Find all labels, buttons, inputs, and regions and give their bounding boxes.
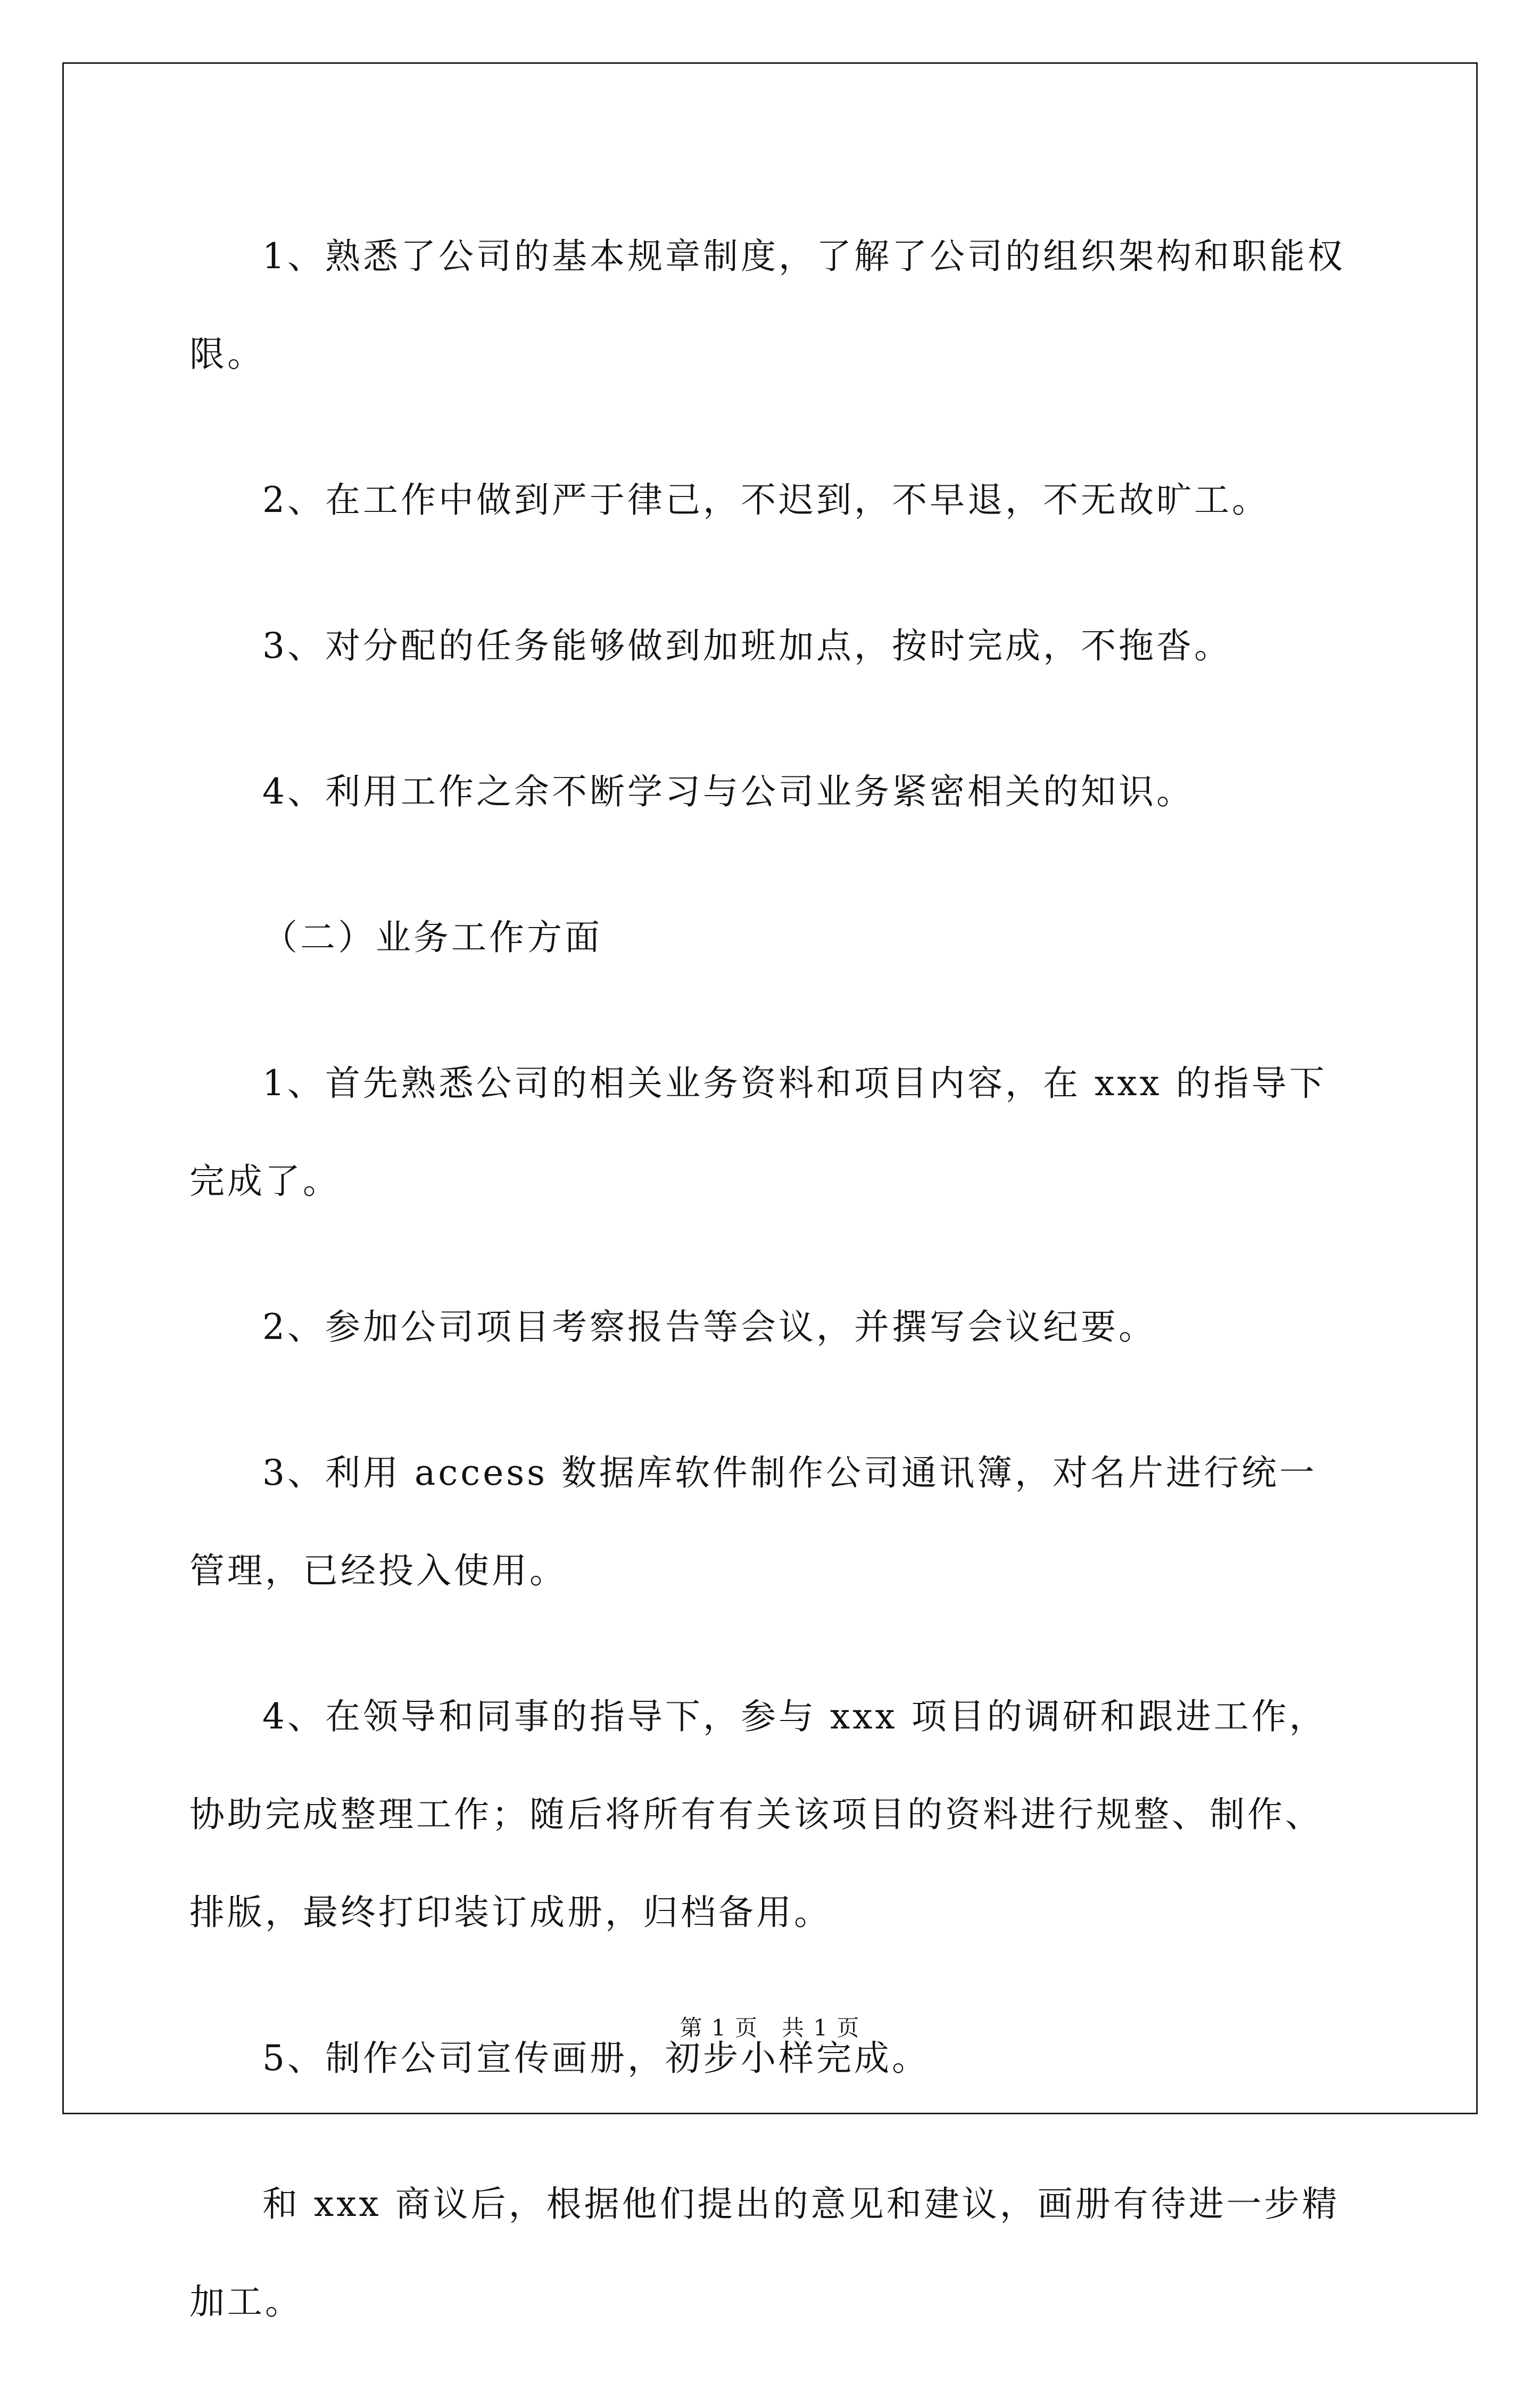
paragraph-10: 和 xxx 商议后，根据他们提出的意见和建议，画册有待进一步精加工。: [189, 2183, 1340, 2322]
paragraph-9: 5、制作公司宣传画册，初步小样完成。: [262, 2038, 930, 2079]
paragraph-1: 1、熟悉了公司的基本规章制度，了解了公司的组织架构和职能权限。: [189, 236, 1345, 375]
paragraph-7: 3、利用 access 数据库软件制作公司通讯簿，对名片进行统一管理，已经投入使用。: [189, 1452, 1318, 1591]
section-heading: （二）业务工作方面: [262, 917, 602, 958]
paragraph-8: 4、在领导和同事的指导下，参与 xxx 项目的调研和跟进工作，协助完成整理工作；随后将所有有关该项目的资料进行规整、制作、排版，最终打印装订成册，归档备用。: [189, 1696, 1327, 1933]
paragraph-4: 4、利用工作之余不断学习与公司业务紧密相关的知识。: [262, 771, 1194, 812]
document-body: [189, 208, 1355, 2399]
paragraph-2: 2、在工作中做到严于律己，不迟到，不早退，不无故旷工。: [262, 479, 1270, 520]
paragraph-5: 1、首先熟悉公司的相关业务资料和项目内容，在 xxx 的指导下完成了。: [189, 1063, 1327, 1202]
paragraph-6: 2、参加公司项目考察报告等会议，并撰写会议纪要。: [262, 1306, 1156, 1347]
paragraph-3: 3、对分配的任务能够做到加班加点，按时完成，不拖沓。: [262, 625, 1232, 666]
page-number-footer: 第 1 页 共 1 页: [680, 2015, 860, 2041]
